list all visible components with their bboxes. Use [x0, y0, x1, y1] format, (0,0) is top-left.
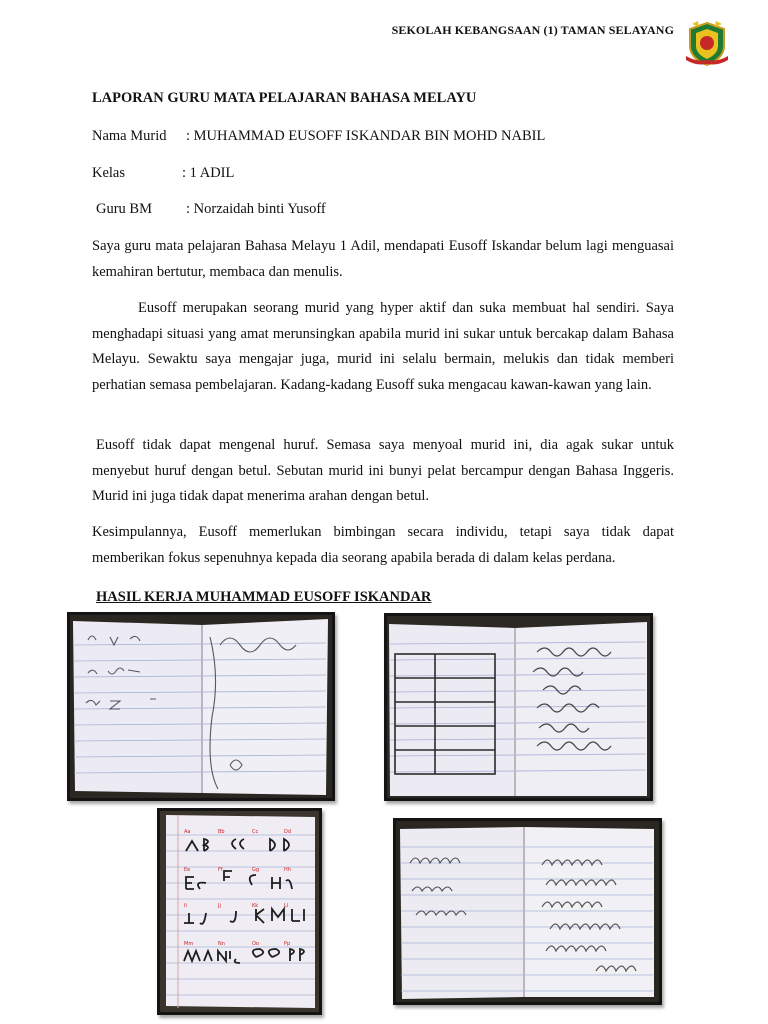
svg-text:Aa: Aa: [184, 829, 191, 835]
svg-text:Kk: Kk: [252, 903, 259, 909]
svg-text:Nn: Nn: [218, 941, 225, 947]
field-label: Nama Murid: [92, 128, 167, 144]
svg-text:Ff: Ff: [218, 867, 223, 873]
paragraph-4: Kesimpulannya, Eusoff memerlukan bimbingan secara individu, tetapi saya tidak dapat memberikan fokus sepenuhnya kepada dia seorang apabila berada di dalam kelas perdana.: [92, 524, 674, 566]
field-kelas: [92, 165, 234, 182]
work-heading: HASIL KERJA MUHAMMAD EUSOFF ISKANDAR: [96, 589, 432, 605]
svg-text:Cc: Cc: [252, 829, 259, 835]
svg-text:Ii: Ii: [184, 903, 187, 909]
field-value: : MUHAMMAD EUSOFF ISKANDAR BIN MOHD NABIL: [186, 128, 546, 144]
svg-text:Dd: Dd: [284, 829, 292, 835]
field-value: : 1 ADIL: [182, 165, 235, 181]
svg-text:Gg: Gg: [252, 867, 260, 873]
field-nama-murid: [92, 128, 545, 145]
svg-text:Jj: Jj: [218, 903, 221, 909]
work-photo-3: [157, 808, 322, 1015]
work-photo-4: [393, 818, 662, 1005]
svg-text:Oo: Oo: [252, 941, 259, 947]
work-photo-1: [67, 612, 335, 801]
paragraph-2: Eusoff merupakan seorang murid yang hyper aktif dan suka membuat hal sendiri. Saya menghadapi situasi yang amat merunsingkan apabila murid ini sukar untuk bercakap dalam Bahasa Melayu. Sewaktu saya mengajar juga, murid ini selalu bermain, melukis dan tidak memberi perhatian semasa pembelajaran. Kadang-kadang Eusoff suka mengacau kawan-kawan yang lain.: [92, 300, 674, 393]
work-photo-2: [384, 613, 653, 801]
field-guru-bm: [96, 201, 326, 218]
svg-text:Pp: Pp: [284, 941, 291, 947]
paragraph-3: Eusoff tidak dapat mengenal huruf. Semasa saya menyoal murid ini, dia agak sukar untuk menyebut huruf dengan betul. Sebutan murid ini bunyi pelat bercampur dengan Bahasa Inggeris. Murid ini juga tidak dapat menerima arahan dengan betul.: [92, 437, 674, 504]
svg-text:Hh: Hh: [284, 867, 291, 873]
field-label: Kelas: [92, 165, 126, 181]
school-crest-icon: [684, 20, 730, 68]
field-value: : Norzaidah binti Yusoff: [186, 201, 326, 217]
report-title: LAPORAN GURU MATA PELAJARAN BAHASA MELAYU: [92, 90, 477, 106]
field-label: Guru BM: [96, 201, 152, 217]
svg-text:Mm: Mm: [184, 941, 194, 947]
svg-text:Ll: Ll: [284, 903, 289, 909]
svg-text:Ee: Ee: [184, 867, 191, 873]
paragraph-1: Saya guru mata pelajaran Bahasa Melayu 1 Adil, mendapati Eusoff Iskandar belum lagi menguasai kemahiran bertutur, membaca dan menulis.: [92, 238, 674, 280]
svg-text:Bb: Bb: [218, 829, 225, 835]
school-name: SEKOLAH KEBANGSAAN (1) TAMAN SELAYANG: [391, 23, 674, 37]
